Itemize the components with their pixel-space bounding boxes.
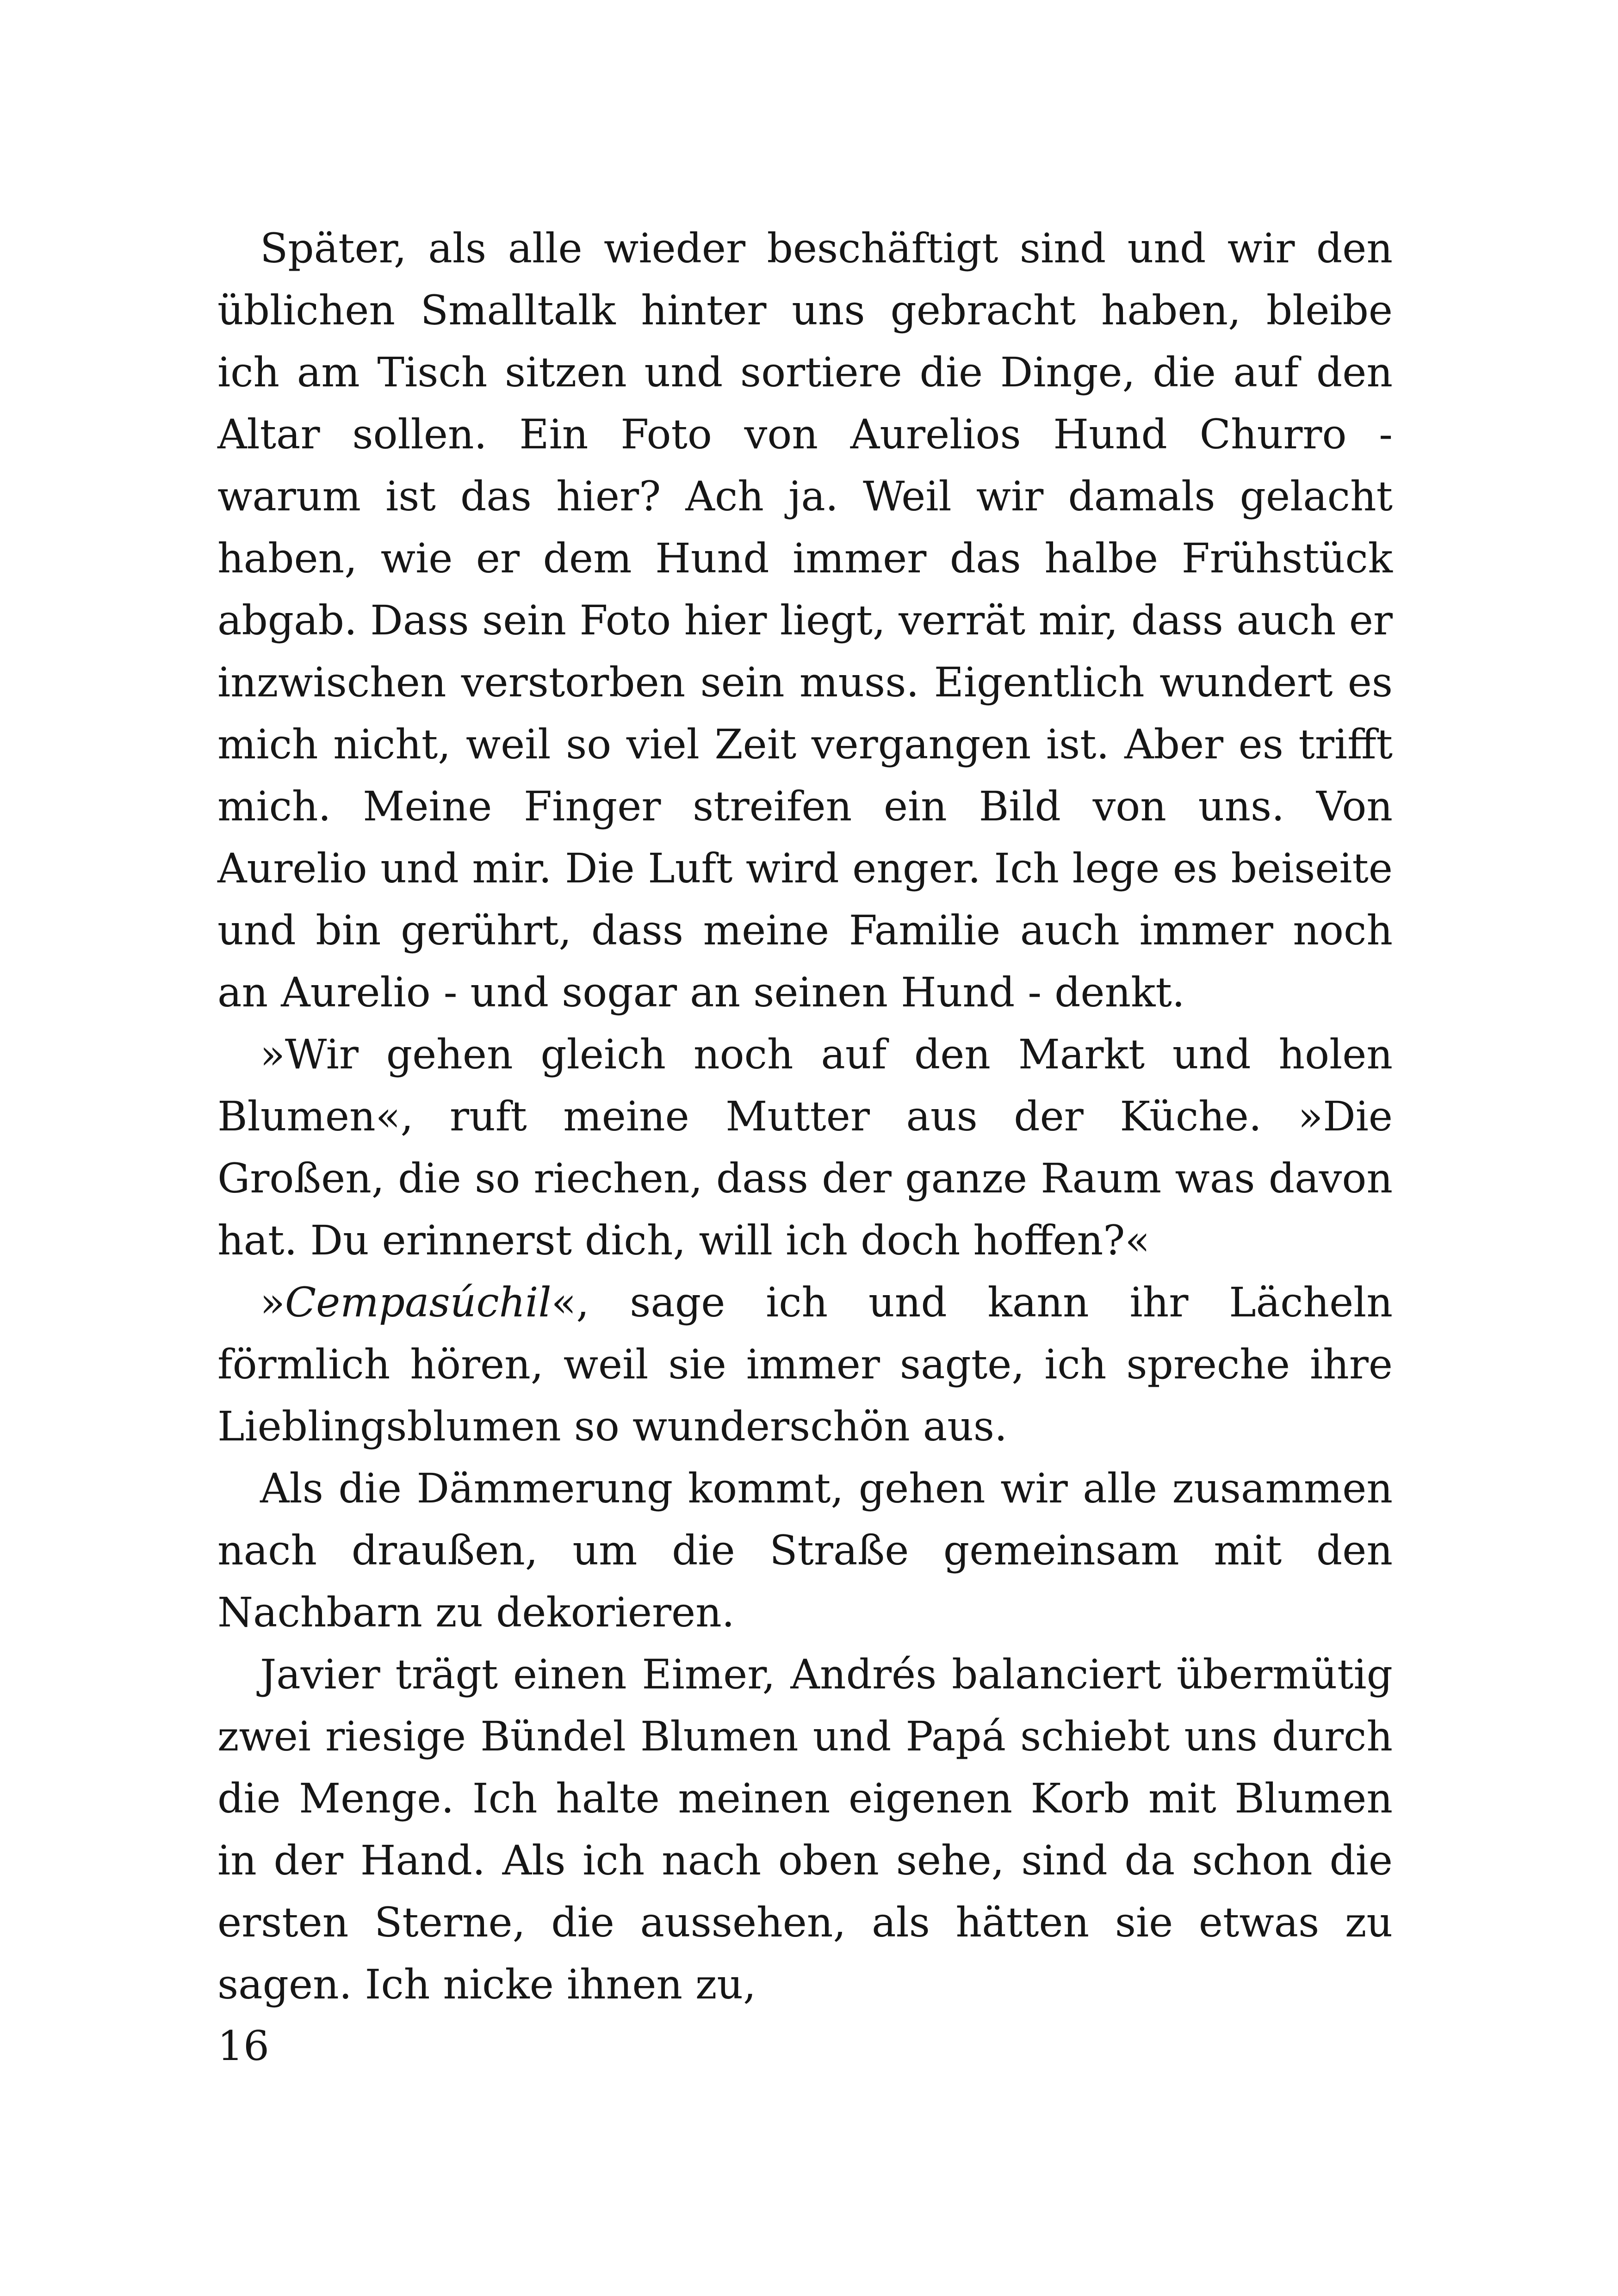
paragraph bbox=[217, 1024, 1393, 1272]
paragraph-text: »Wir gehen gleich noch auf den Markt und holen Blumen«, ruft meine Mutter aus der Küche. »Die Großen, die so riechen, dass der ganze Raum was davon hat. Du erinnerst dich, will ich doch hoffen?« bbox=[217, 1030, 1393, 1264]
paragraph-text: Später, als alle wieder beschäftigt sind und wir den üblichen Smalltalk hinter uns gebracht haben, bleibe ich am Tisch sitzen und sortiere die Dinge, die auf den Altar sollen. Ein Foto von Aurelios Hund Churro - warum ist das hier? Ach ja. Weil wir damals gelacht haben, wie er dem Hund immer das halbe Frühstück abgab. Dass sein Foto hier liegt, verrät mir, dass auch er inzwischen verstorben sein muss. Eigentlich wundert es mich nicht, weil so viel Zeit vergangen ist. Aber es trifft mich. Meine Finger streifen ein Bild von uns. Von Aurelio und mir. Die Luft wird enger. Ich lege es beiseite und bin gerührt, dass meine Familie auch immer noch an Aurelio - und sogar an seinen Hund - denkt. bbox=[217, 224, 1393, 1016]
paragraph bbox=[217, 1458, 1393, 1644]
paragraph bbox=[217, 1644, 1393, 2016]
paragraph bbox=[217, 1272, 1393, 1458]
paragraph bbox=[217, 217, 1393, 1024]
paragraph-text: Als die Dämmerung kommt, gehen wir alle zusammen nach draußen, um die Straße gemeinsam mit den Nachbarn zu dekorieren. bbox=[217, 1464, 1393, 1636]
paragraph-text: Javier trägt einen Eimer, Andrés balanciert übermütig zwei riesige Bündel Blumen und Papá schiebt uns durch die Menge. Ich halte meinen eigenen Korb mit Blumen in der Hand. Als ich nach oben sehe, sind da schon die ersten Sterne, die aussehen, als hätten sie etwas zu sagen. Ich nicke ihnen zu, bbox=[217, 1651, 1393, 2008]
paragraph-text: » bbox=[260, 1278, 285, 1326]
page-number: 16 bbox=[217, 2022, 269, 2070]
italic-word: Cempasúchil bbox=[285, 1278, 552, 1326]
paragraph-text: «, sage ich und kann ihr Lächeln förmlich hören, weil sie immer sagte, ich spreche ihre Lieblingsblumen so wunderschön aus. bbox=[217, 1278, 1393, 1450]
body-text bbox=[217, 217, 1393, 2016]
